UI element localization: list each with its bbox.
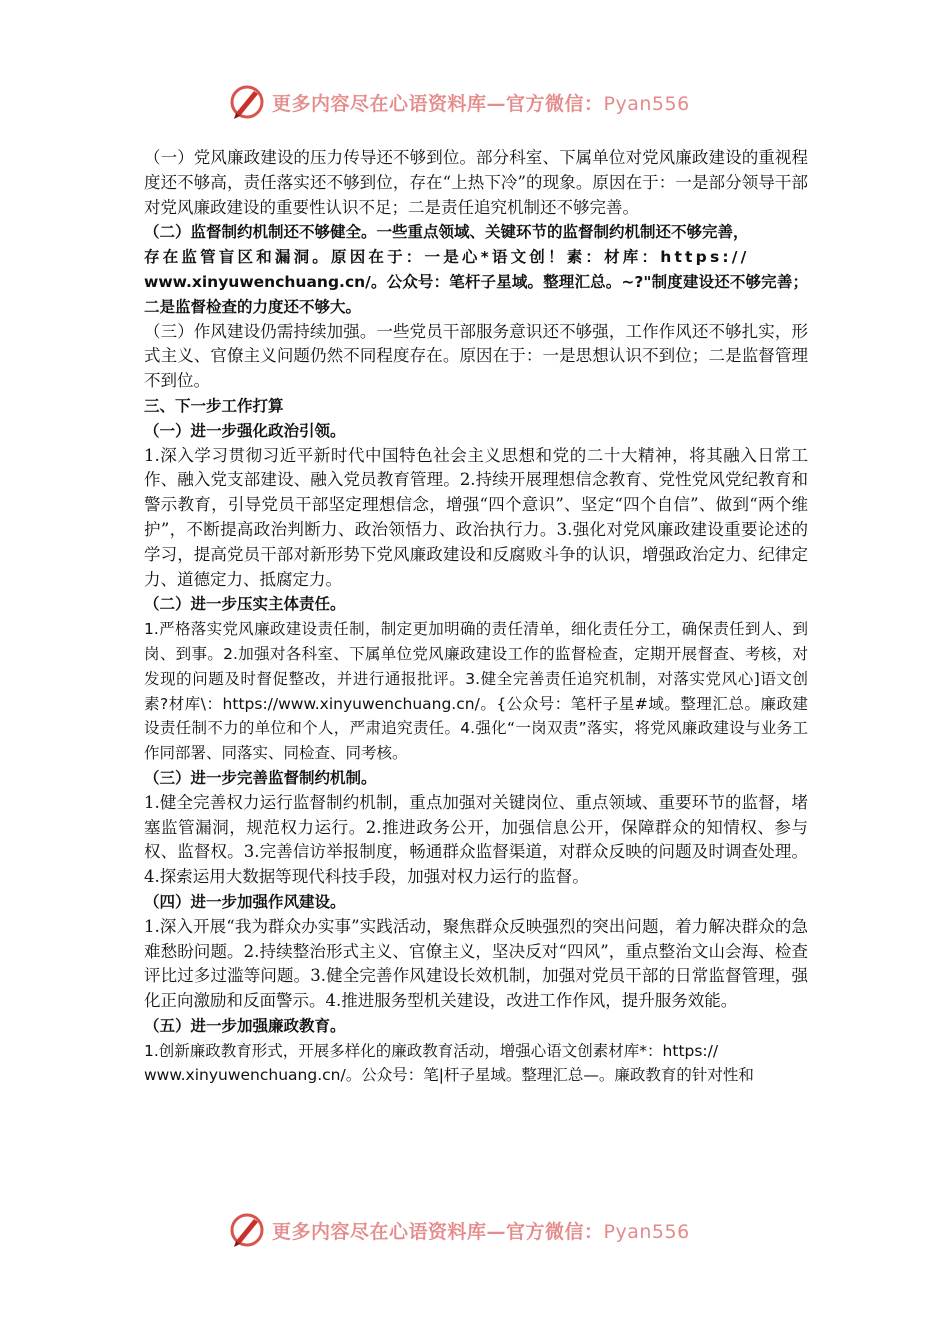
body-text [144,146,808,1088]
pen-circle-icon [228,83,266,121]
paragraph: www.xinyuwenchuang.cn/。公众号：笔|杆子星域。整理汇总—。廉政教育的针对性和 [144,1066,754,1085]
paragraph: 存在监管盲区和漏洞。原因在于：一是心*语文创！素：材库：https:// [144,248,750,267]
watermark-banner-top [228,82,728,122]
paragraph: （一）党风廉政建设的压力传导还不够到位。部分科室、下属单位对党风廉政建设的重视程度还不够高，责任落实还不够到位，存在“上热下冷”的现象。原因在于：一是部分领导干部对党风廉政建设的重要性认识不足；二是责任追究机制还不够完善。 [144,148,808,217]
subsection-heading: （五）进一步加强廉政教育。 [144,1016,346,1035]
watermark-handle: Pyan556 [603,92,690,115]
subsection-heading: （三）进一步完善监督制约机制。 [144,768,377,787]
paragraph: 1.创新廉政教育形式，开展多样化的廉政教育活动，增强心语文创素材库*：https:// [144,1041,719,1060]
subsection-heading: （二）进一步压实主体责任。 [144,595,346,614]
section-heading: 三、下一步工作打算 [144,396,284,415]
paragraph: 1.深入学习贯彻习近平新时代中国特色社会主义思想和党的二十大精神，将其融入日常工作、融入党支部建设、融入党员教育管理。2.持续开展理想信念教育、党性党风党纪教育和警示教育，引导党员干部坚定理想信念，增强“四个意识”、坚定“四个自信”、做到“两个维护”，不断提高政治判断力、政治领悟力、政治执行力。3.强化对党风廉政建设重要论述的学习，提高党员干部对新形势下党风廉政建设和反腐败斗争的认识，增强政治定力、纪律定力、道德定力、抵腐定力。 [144,445,808,589]
paragraph: （二）监督制约机制还不够健全。一些重点领域、关键环节的监督制约机制还不够完善， [144,223,749,242]
watermark-text: 更多内容尽在心语资料库—官方微信：Pyan556 [272,92,690,115]
watermark-text: 更多内容尽在心语资料库—官方微信：Pyan556 [272,1220,690,1243]
pen-circle-icon [228,1211,266,1249]
paragraph: 1.严格落实党风廉政建设责任制，制定更加明确的责任清单，细化责任分工，确保责任到人、到岗、到事。2.加强对各科室、下属单位党风廉政建设工作的监督检查，定期开展督查、考核，对发现的问题及时督促整改，并进行通报批评。3.健全完善责任追究机制，对落实党风心]语文创素?材库\：https://www.xinyuwenchuang.cn/。{公众号：笔杆子星#域。整理汇总。廉政建设责任制不力的单位和个人，严肃追究责任。4.强化“一岗双责”落实，将党风廉政建设与业务工作同部署、同落实、同检查、同考核。 [144,620,808,763]
watermark-banner-bottom [228,1210,728,1250]
paragraph: 1.健全完善权力运行监督制约机制，重点加强对关键岗位、重点领域、重要环节的监督，堵塞监管漏洞，规范权力运行。2.推进政务公开，加强信息公开，保障群众的知情权、参与权、监督权。3.完善信访举报制度，畅通群众监督渠道，对群众反映的问题及时调查处理。4.探索运用大数据等现代科技手段，加强对权力运行的监督。 [144,792,808,887]
subsection-heading: （一）进一步强化政治引领。 [144,421,346,440]
paragraph: 1.深入开展“我为群众办实事”实践活动，聚焦群众反映强烈的突出问题，着力解决群众的急难愁盼问题。2.持续整治形式主义、官僚主义，坚决反对“四风”，重点整治文山会海、检查评比过多过滥等问题。3.健全完善作风建设长效机制，加强对党员干部的日常监督管理，强化正向激励和反面警示。4.推进服务型机关建设，改进工作作风，提升服务效能。 [144,916,808,1011]
paragraph: www.xinyuwenchuang.cn/。公众号：笔杆子星域。整理汇总。~?"制度建设还不够完善；二是监督检查的力度还不够大。 [144,272,808,316]
paragraph: （三）作风建设仍需持续加强。一些党员干部服务意识还不够强，工作作风还不够扎实，形式主义、官僚主义问题仍然不同程度存在。原因在于：一是思想认识不到位；二是监督管理不到位。 [144,321,808,391]
subsection-heading: （四）进一步加强作风建设。 [144,892,346,911]
watermark-handle: Pyan556 [603,1220,690,1243]
